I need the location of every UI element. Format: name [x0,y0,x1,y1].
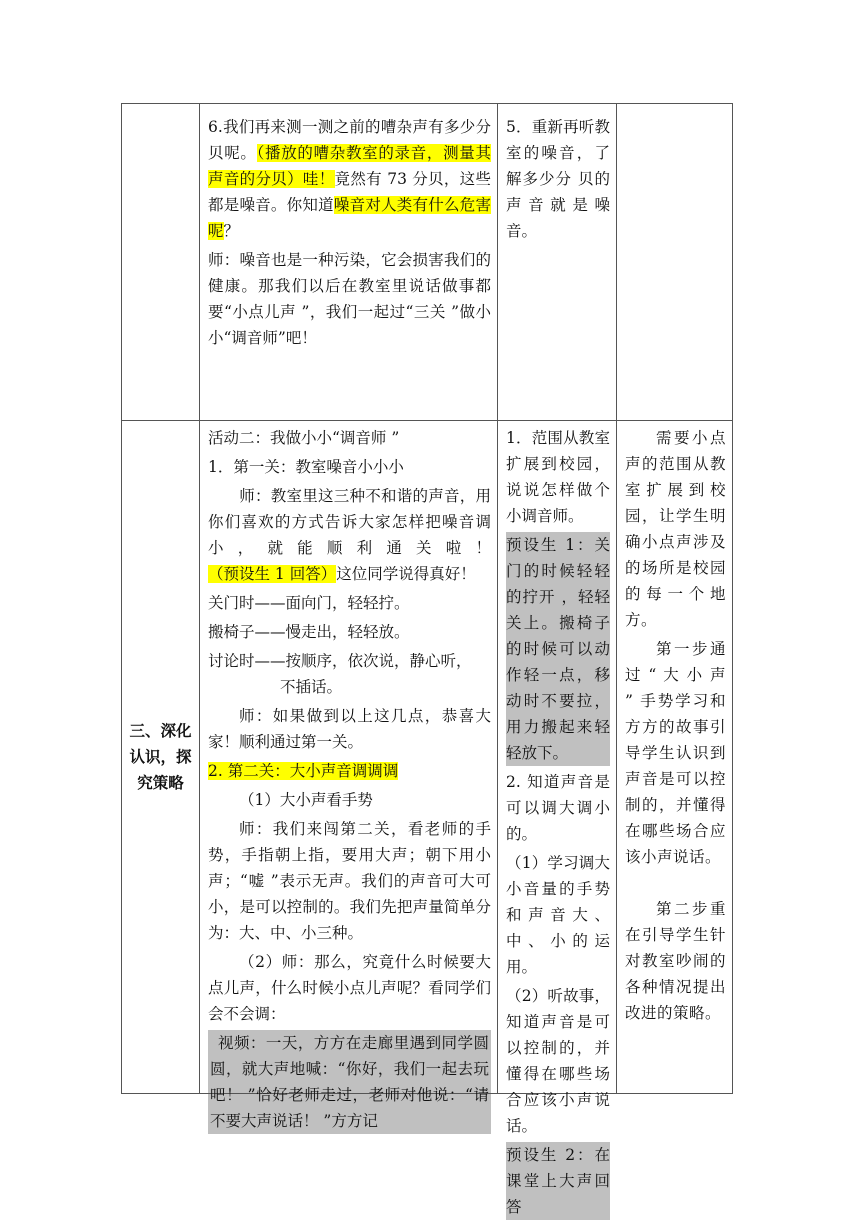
preset-gray-block: 预设生 1：关门的时候轻轻的拧开 ，轻轻关上。搬椅子的时候可以动作轻一点，移动时不要拉，用力搬起来轻轻放下。 [506,532,610,766]
item6-paragraph: 6.我们再来测一测之前的嘈杂声有多少分贝呢。（播放的嘈杂教室的录音，测量其声音的分贝）哇！竟然有 73 分贝，这些都是噪音。你知道噪音对人类有什么危害呢？ [208,118,491,240]
highlight-yellow: （预设生 1 回答） [208,565,337,583]
teacher-paragraph: 师：噪音也是一种污染，它会损害我们的健康。那我们以后在教室里说话做事都要“小点儿声 ”，我们一起过“三关 ”做小小“调音师”吧！ [208,251,491,347]
intent-paragraph: 需要小点声的范围从教室扩展到校园，让学生明确小点声涉及的场所是校园的每一个地方。 [625,429,726,629]
pass-text: 师：如果做到以上这几点，恭喜大家！顺利通过第一关。 [208,707,491,751]
student-activity-cell [498,421,617,1216]
teacher-activity-cell [200,104,498,421]
phase-cell [122,421,200,1094]
level1-text: 师：教室里这三种不和谐的声音，用你们喜欢的方式告诉大家怎样把噪音调小，就能顺利通关啦！（预设生 1 回答）这位同学说得真好！ [208,487,491,583]
student-activity-cell [498,104,617,421]
student-paragraph: 2. 知道声音是可以调大调小的。 [506,773,610,843]
table-row [122,104,733,421]
table-row [122,421,733,1094]
student-paragraph: （2）听故事，知道声音是可以控制的，并懂得在哪些场合应该小声说话。 [506,987,610,1135]
intent-paragraph: 第二步重在引导学生针对教室吵闹的各种情况提出改进的策略。 [625,900,726,1022]
rule-line: 关门时——面向门，轻轻拧。 [208,594,410,612]
rule-line: 不插话。 [280,678,343,696]
rule-line: 讨论时——按顺序，依次说，静心听， [208,652,472,670]
teacher-activity-cell [200,421,498,1130]
highlight-yellow: （播放的嘈杂教室的录音，测量其声音的分贝）哇！ [208,144,491,188]
activity-title: 活动二：我做小小“调音师 ” [208,429,400,447]
sub2-text: （2）师：那么，究竟什么时候要大点儿声，什么时候小点儿声呢？看同学们会不会调： [208,953,491,1023]
level2-title: 2. 第二关：大小声音调调调 [208,762,399,780]
preset-gray-block: 预设生 2：在课堂上大声回答 [506,1142,610,1220]
intent-paragraph: 第一步通过 “ 大 小 声 ” 手势学习和方方的故事引导学生认识到声音是可以控制的，并懂得在哪些场合应该小声说话。 [625,640,726,866]
level1-title: 1．第一关：教室噪音小小小 [208,458,404,476]
rule-line: 搬椅子——慢走出，轻轻放。 [208,623,410,641]
video-text: 视频：一天，方方在走廊里遇到同学圆圆，就大声地喊：“你好，我们一起去玩吧！ ”恰好老师走过，老师对他说：“请不要大声说话！ ”方方记 [208,1030,491,1134]
highlight-yellow: 噪音对人类有什么危害呢 [208,196,491,240]
student-paragraph: 5．重新再听教室的噪音，了解多少分 贝的声音就是噪音。 [506,118,610,240]
sub-title: （1）大小声看手势 [239,791,373,809]
lesson-plan-table [121,103,733,1216]
phase-label: 三、深化认识，探究策略 [129,722,192,792]
design-intent-cell [617,421,733,1094]
student-paragraph: （1）学习调大小音量的手势和声音大、中、小的运用。 [506,854,610,976]
sub1-text: 师：我们来闯第二关，看老师的手势，手指朝上指，要用大声；朝下用小声；“嘘 ”表示无声。我们的声音可大可小，是可以控制的。我们先把声量简单分为：大、中、小三种。 [208,820,491,942]
phase-cell [122,104,200,421]
design-intent-cell [617,104,733,421]
student-paragraph: 1．范围从教室扩展到校园，说说怎样做个小调音师。 [506,429,610,525]
